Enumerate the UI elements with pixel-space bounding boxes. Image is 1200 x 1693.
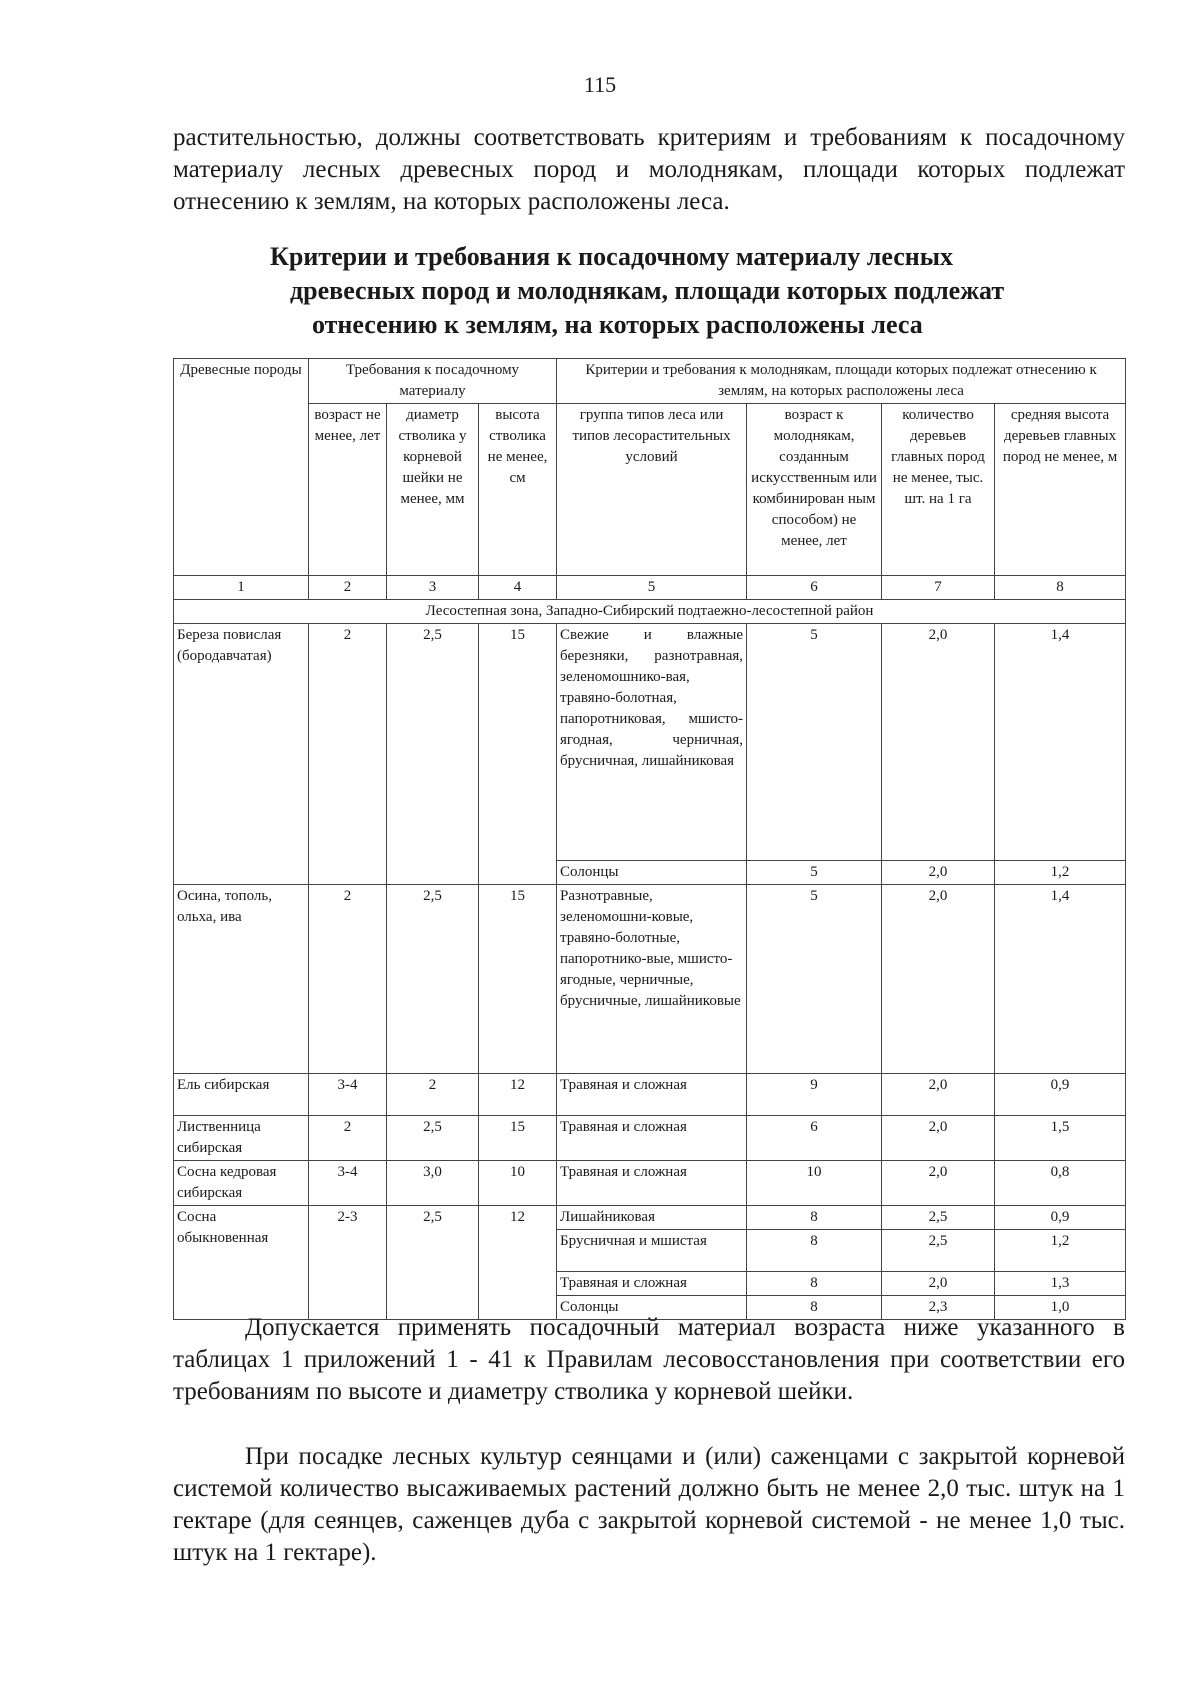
avg-height-cell: 1,4 bbox=[995, 624, 1126, 861]
intro-paragraph: растительностью, должны соответствовать критериям и требованиям к посадочному материалу лесных древесных пород и молоднякам, площади которых подлежат отнесению к землям, на которых расположены леса. bbox=[173, 124, 1125, 215]
page-number: 115 bbox=[583, 72, 617, 97]
zone-row: Лесостепная зона, Западно-Сибирский подтаежно-лесостепной район bbox=[174, 600, 1126, 624]
tree-count-cell: 2,0 bbox=[882, 885, 995, 1074]
column-number: 5 bbox=[557, 576, 747, 600]
age-cell: 3-4 bbox=[309, 1161, 387, 1206]
avg-height-cell: 1,2 bbox=[995, 861, 1126, 885]
avg-height-cell: 0,9 bbox=[995, 1074, 1126, 1116]
tree-count-cell: 2,0 bbox=[882, 1116, 995, 1161]
avg-height-cell: 0,8 bbox=[995, 1161, 1126, 1206]
height-cell: 15 bbox=[479, 885, 557, 1074]
species-cell: Ель сибирская bbox=[174, 1074, 309, 1116]
young-age-cell: 6 bbox=[747, 1116, 882, 1161]
column-number: 8 bbox=[995, 576, 1126, 600]
forest-type-cell: Травяная и сложная bbox=[557, 1161, 747, 1206]
species-cell: Сосна обыкновенная bbox=[174, 1206, 309, 1320]
age-cell: 3-4 bbox=[309, 1074, 387, 1116]
avg-height-cell: 1,4 bbox=[995, 885, 1126, 1074]
young-age-cell: 8 bbox=[747, 1206, 882, 1230]
subheader-age: возраст не менее, лет bbox=[309, 404, 387, 576]
age-cell: 2 bbox=[309, 1116, 387, 1161]
height-cell: 15 bbox=[479, 1116, 557, 1161]
tree-count-cell: 2,5 bbox=[882, 1230, 995, 1272]
avg-height-cell: 1,2 bbox=[995, 1230, 1126, 1272]
tree-count-cell: 2,0 bbox=[882, 1161, 995, 1206]
height-cell: 15 bbox=[479, 624, 557, 885]
forest-type-cell: Брусничная и мшистая bbox=[557, 1230, 747, 1272]
column-number: 2 bbox=[309, 576, 387, 600]
height-cell: 12 bbox=[479, 1074, 557, 1116]
young-age-cell: 8 bbox=[747, 1272, 882, 1296]
tree-count-cell: 2,0 bbox=[882, 861, 995, 885]
young-age-cell: 8 bbox=[747, 1230, 882, 1272]
tree-count-cell: 2,0 bbox=[882, 624, 995, 861]
species-cell: Сосна кедровая сибирская bbox=[174, 1161, 309, 1206]
diameter-cell: 3,0 bbox=[387, 1161, 479, 1206]
subheader-avg-height: средняя высота деревьев главных пород не менее, м bbox=[995, 404, 1126, 576]
height-cell: 10 bbox=[479, 1161, 557, 1206]
age-cell: 2 bbox=[309, 624, 387, 885]
column-number: 7 bbox=[882, 576, 995, 600]
title-line-2: древесных пород и молоднякам, площади которых подлежат bbox=[290, 276, 1005, 305]
subheader-young-age: возраст к молоднякам, созданным искусственным или комбинирован ным способом) не менее, лет bbox=[747, 404, 882, 576]
note-paragraph-2: При посадке лесных культур сеянцами и (или) саженцами с закрытой корневой системой количество высаживаемых растений должно быть не менее 2,0 тыс. штук на 1 гектаре (для сеянцев, саженцев дуба с закрытой корневой системой - не менее 1,0 тыс. штук на 1 гектаре). bbox=[173, 1443, 1125, 1566]
table-title bbox=[250, 240, 1110, 342]
header-species: Древесные породы bbox=[174, 359, 309, 576]
species-cell: Береза повислая (бородавчатая) bbox=[174, 624, 309, 885]
avg-height-cell: 1,5 bbox=[995, 1116, 1126, 1161]
height-cell: 12 bbox=[479, 1206, 557, 1320]
avg-height-cell: 0,9 bbox=[995, 1206, 1126, 1230]
title-line-1: Критерии и требования к посадочному материалу лесных bbox=[270, 242, 954, 271]
column-number: 6 bbox=[747, 576, 882, 600]
subheader-forest-type: группа типов леса или типов лесорастительных условий bbox=[557, 404, 747, 576]
title-line-3: отнесению к землям, на которых расположены леса bbox=[312, 310, 923, 339]
header-planting-material: Требования к посадочному материалу bbox=[309, 359, 557, 404]
forest-type-cell: Свежие и влажные березняки, разнотравная, зеленомошнико-вая, травяно-болотная, папоротниковая, мшисто-ягодная, черничная, брусничная, лишайниковая bbox=[557, 624, 747, 861]
forest-type-cell: Солонцы bbox=[557, 861, 747, 885]
column-number: 3 bbox=[387, 576, 479, 600]
species-cell: Осина, тополь, ольха, ива bbox=[174, 885, 309, 1074]
young-age-cell: 8 bbox=[747, 1296, 882, 1320]
criteria-table bbox=[173, 358, 1126, 1320]
avg-height-cell: 1,3 bbox=[995, 1272, 1126, 1296]
forest-type-cell: Солонцы bbox=[557, 1296, 747, 1320]
forest-type-cell: Разнотравные, зеленомошни-ковые, травяно-болотные, папоротнико-вые, мшисто-ягодные, черничные, брусничные, лишайниковые bbox=[557, 885, 747, 1074]
forest-type-cell: Травяная и сложная bbox=[557, 1116, 747, 1161]
forest-type-cell: Травяная и сложная bbox=[557, 1074, 747, 1116]
note-paragraph-1: Допускается применять посадочный материал возраста ниже указанного в таблицах 1 приложений 1 - 41 к Правилам лесовосстановления при соответствии его требованиям по высоте и диаметру стволика у корневой шейки. bbox=[173, 1314, 1125, 1405]
avg-height-cell: 1,0 bbox=[995, 1296, 1126, 1320]
young-age-cell: 5 bbox=[747, 861, 882, 885]
diameter-cell: 2,5 bbox=[387, 624, 479, 885]
tree-count-cell: 2,5 bbox=[882, 1206, 995, 1230]
young-age-cell: 5 bbox=[747, 624, 882, 861]
column-number: 1 bbox=[174, 576, 309, 600]
age-cell: 2 bbox=[309, 885, 387, 1074]
forest-type-cell: Лишайниковая bbox=[557, 1206, 747, 1230]
forest-type-cell: Травяная и сложная bbox=[557, 1272, 747, 1296]
age-cell: 2-3 bbox=[309, 1206, 387, 1320]
subheader-height: высота стволика не менее, см bbox=[479, 404, 557, 576]
tree-count-cell: 2,0 bbox=[882, 1074, 995, 1116]
diameter-cell: 2,5 bbox=[387, 1116, 479, 1161]
diameter-cell: 2 bbox=[387, 1074, 479, 1116]
young-age-cell: 5 bbox=[747, 885, 882, 1074]
tree-count-cell: 2,0 bbox=[882, 1272, 995, 1296]
diameter-cell: 2,5 bbox=[387, 885, 479, 1074]
young-age-cell: 10 bbox=[747, 1161, 882, 1206]
species-cell: Лиственница сибирская bbox=[174, 1116, 309, 1161]
subheader-diameter: диаметр стволика у корневой шейки не менее, мм bbox=[387, 404, 479, 576]
header-young-stands: Критерии и требования к молоднякам, площади которых подлежат отнесению к землям, на которых расположены леса bbox=[557, 359, 1126, 404]
subheader-tree-count: количество деревьев главных пород не менее, тыс. шт. на 1 га bbox=[882, 404, 995, 576]
tree-count-cell: 2,3 bbox=[882, 1296, 995, 1320]
diameter-cell: 2,5 bbox=[387, 1206, 479, 1320]
column-number: 4 bbox=[479, 576, 557, 600]
young-age-cell: 9 bbox=[747, 1074, 882, 1116]
